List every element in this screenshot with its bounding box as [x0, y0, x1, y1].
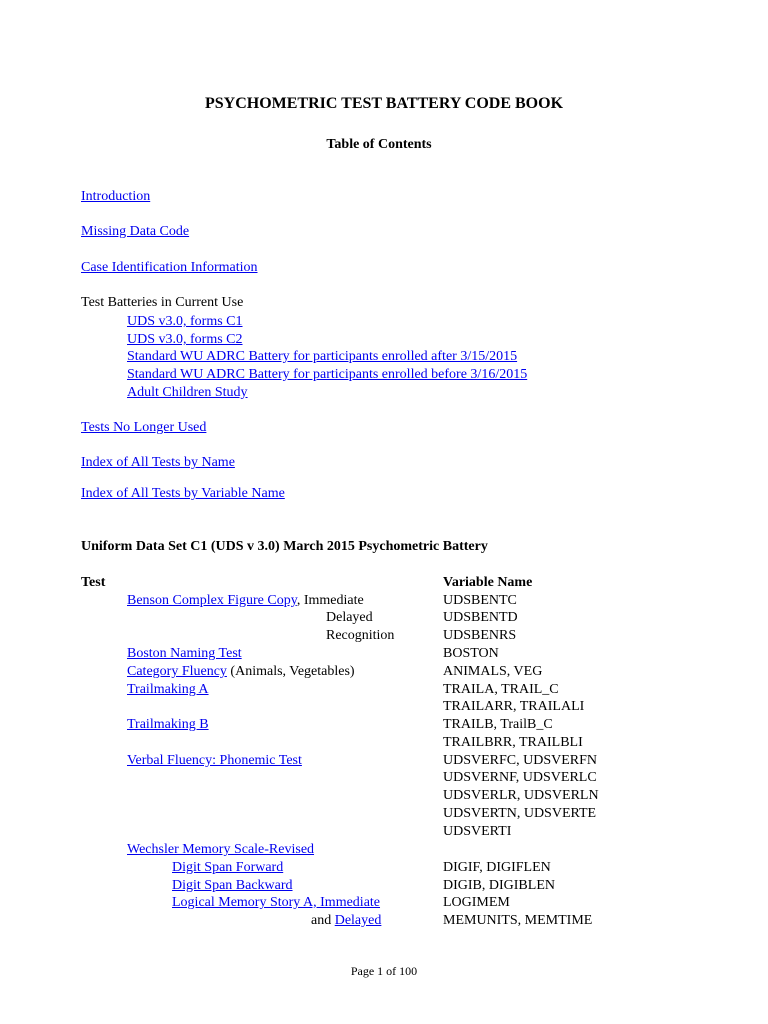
current-use-heading: Test Batteries in Current Use: [81, 295, 244, 310]
row-delayed-memory: [311, 912, 381, 930]
var-verbal-1: UDSVERFC, UDSVERFN: [443, 753, 598, 768]
link-index-by-name[interactable]: Index of All Tests by Name: [81, 455, 235, 470]
page-title: PSYCHOMETRIC TEST BATTERY CODE BOOK: [204, 95, 564, 112]
label-delayed: Delayed: [326, 610, 373, 625]
var-verbal-3: UDSVERLR, UDSVERLN: [443, 788, 599, 803]
var-trail-b-2: TRAILBRR, TRAILBLI: [443, 735, 583, 750]
label-recognition: Recognition: [326, 628, 395, 643]
var-verbal-4: UDSVERTN, UDSVERTE: [443, 806, 597, 821]
and-text: and: [311, 913, 335, 928]
link-uds-c2[interactable]: UDS v3.0, forms C2: [127, 332, 243, 347]
var-trail-b-1: TRAILB, TrailB_C: [443, 717, 553, 732]
var-recognition: UDSBENRS: [443, 628, 517, 643]
var-verbal-2: UDSVERNF, UDSVERLC: [443, 770, 597, 785]
link-wu-adrc-after[interactable]: Standard WU ADRC Battery for participants enrolled after 3/15/2015: [127, 349, 518, 364]
column-header-test: Test: [81, 575, 106, 590]
section-heading: Uniform Data Set C1 (UDS v 3.0) March 2015 Psychometric Battery: [81, 539, 488, 554]
link-tests-no-longer-used[interactable]: Tests No Longer Used: [81, 420, 207, 435]
link-trailmaking-b[interactable]: Trailmaking B: [127, 717, 209, 732]
link-digit-span-forward[interactable]: Digit Span Forward: [172, 860, 284, 875]
var-boston: BOSTON: [443, 646, 499, 661]
link-delayed[interactable]: Delayed: [334, 913, 382, 928]
var-digit-forward: DIGIF, DIGIFLEN: [443, 860, 551, 875]
link-verbal-fluency[interactable]: Verbal Fluency: Phonemic Test: [127, 753, 302, 768]
link-benson[interactable]: Benson Complex Figure Copy: [127, 593, 297, 608]
link-uds-c1[interactable]: UDS v3.0, forms C1: [127, 314, 243, 329]
toc-heading: Table of Contents: [326, 137, 432, 152]
link-missing-data-code[interactable]: Missing Data Code: [81, 224, 190, 239]
link-trailmaking-a[interactable]: Trailmaking A: [127, 682, 209, 697]
var-delayed-memory: MEMUNITS, MEMTIME: [443, 913, 593, 928]
var-category: ANIMALS, VEG: [443, 664, 543, 679]
link-digit-span-backward[interactable]: Digit Span Backward: [172, 878, 293, 893]
column-header-variable: Variable Name: [443, 575, 533, 590]
var-trail-a-2: TRAILARR, TRAILALI: [443, 699, 585, 714]
link-boston[interactable]: Boston Naming Test: [127, 646, 242, 661]
benson-suffix: , Immediate: [296, 593, 364, 608]
var-benson: UDSBENTC: [443, 593, 517, 608]
row-benson: [127, 592, 364, 610]
page-footer: Page 1 of 100: [350, 964, 418, 978]
var-verbal-5: UDSVERTI: [443, 824, 512, 839]
var-trail-a-1: TRAILA, TRAIL_C: [443, 682, 559, 697]
link-wu-adrc-before[interactable]: Standard WU ADRC Battery for participants enrolled before 3/16/2015: [127, 367, 528, 382]
row-category-fluency: [127, 663, 355, 681]
link-case-identification[interactable]: Case Identification Information: [81, 260, 258, 275]
link-category-fluency[interactable]: Category Fluency: [127, 664, 227, 679]
link-logical-memory[interactable]: Logical Memory Story A, Immediate: [172, 895, 381, 910]
var-digit-backward: DIGIB, DIGIBLEN: [443, 878, 555, 893]
link-wechsler[interactable]: Wechsler Memory Scale-Revised: [127, 842, 315, 857]
category-suffix: (Animals, Vegetables): [226, 664, 355, 679]
var-logical-memory: LOGIMEM: [443, 895, 510, 910]
link-introduction[interactable]: Introduction: [81, 189, 151, 204]
link-adult-children-study[interactable]: Adult Children Study: [127, 385, 248, 400]
var-delayed: UDSBENTD: [443, 610, 518, 625]
link-index-by-variable[interactable]: Index of All Tests by Variable Name: [81, 486, 285, 501]
